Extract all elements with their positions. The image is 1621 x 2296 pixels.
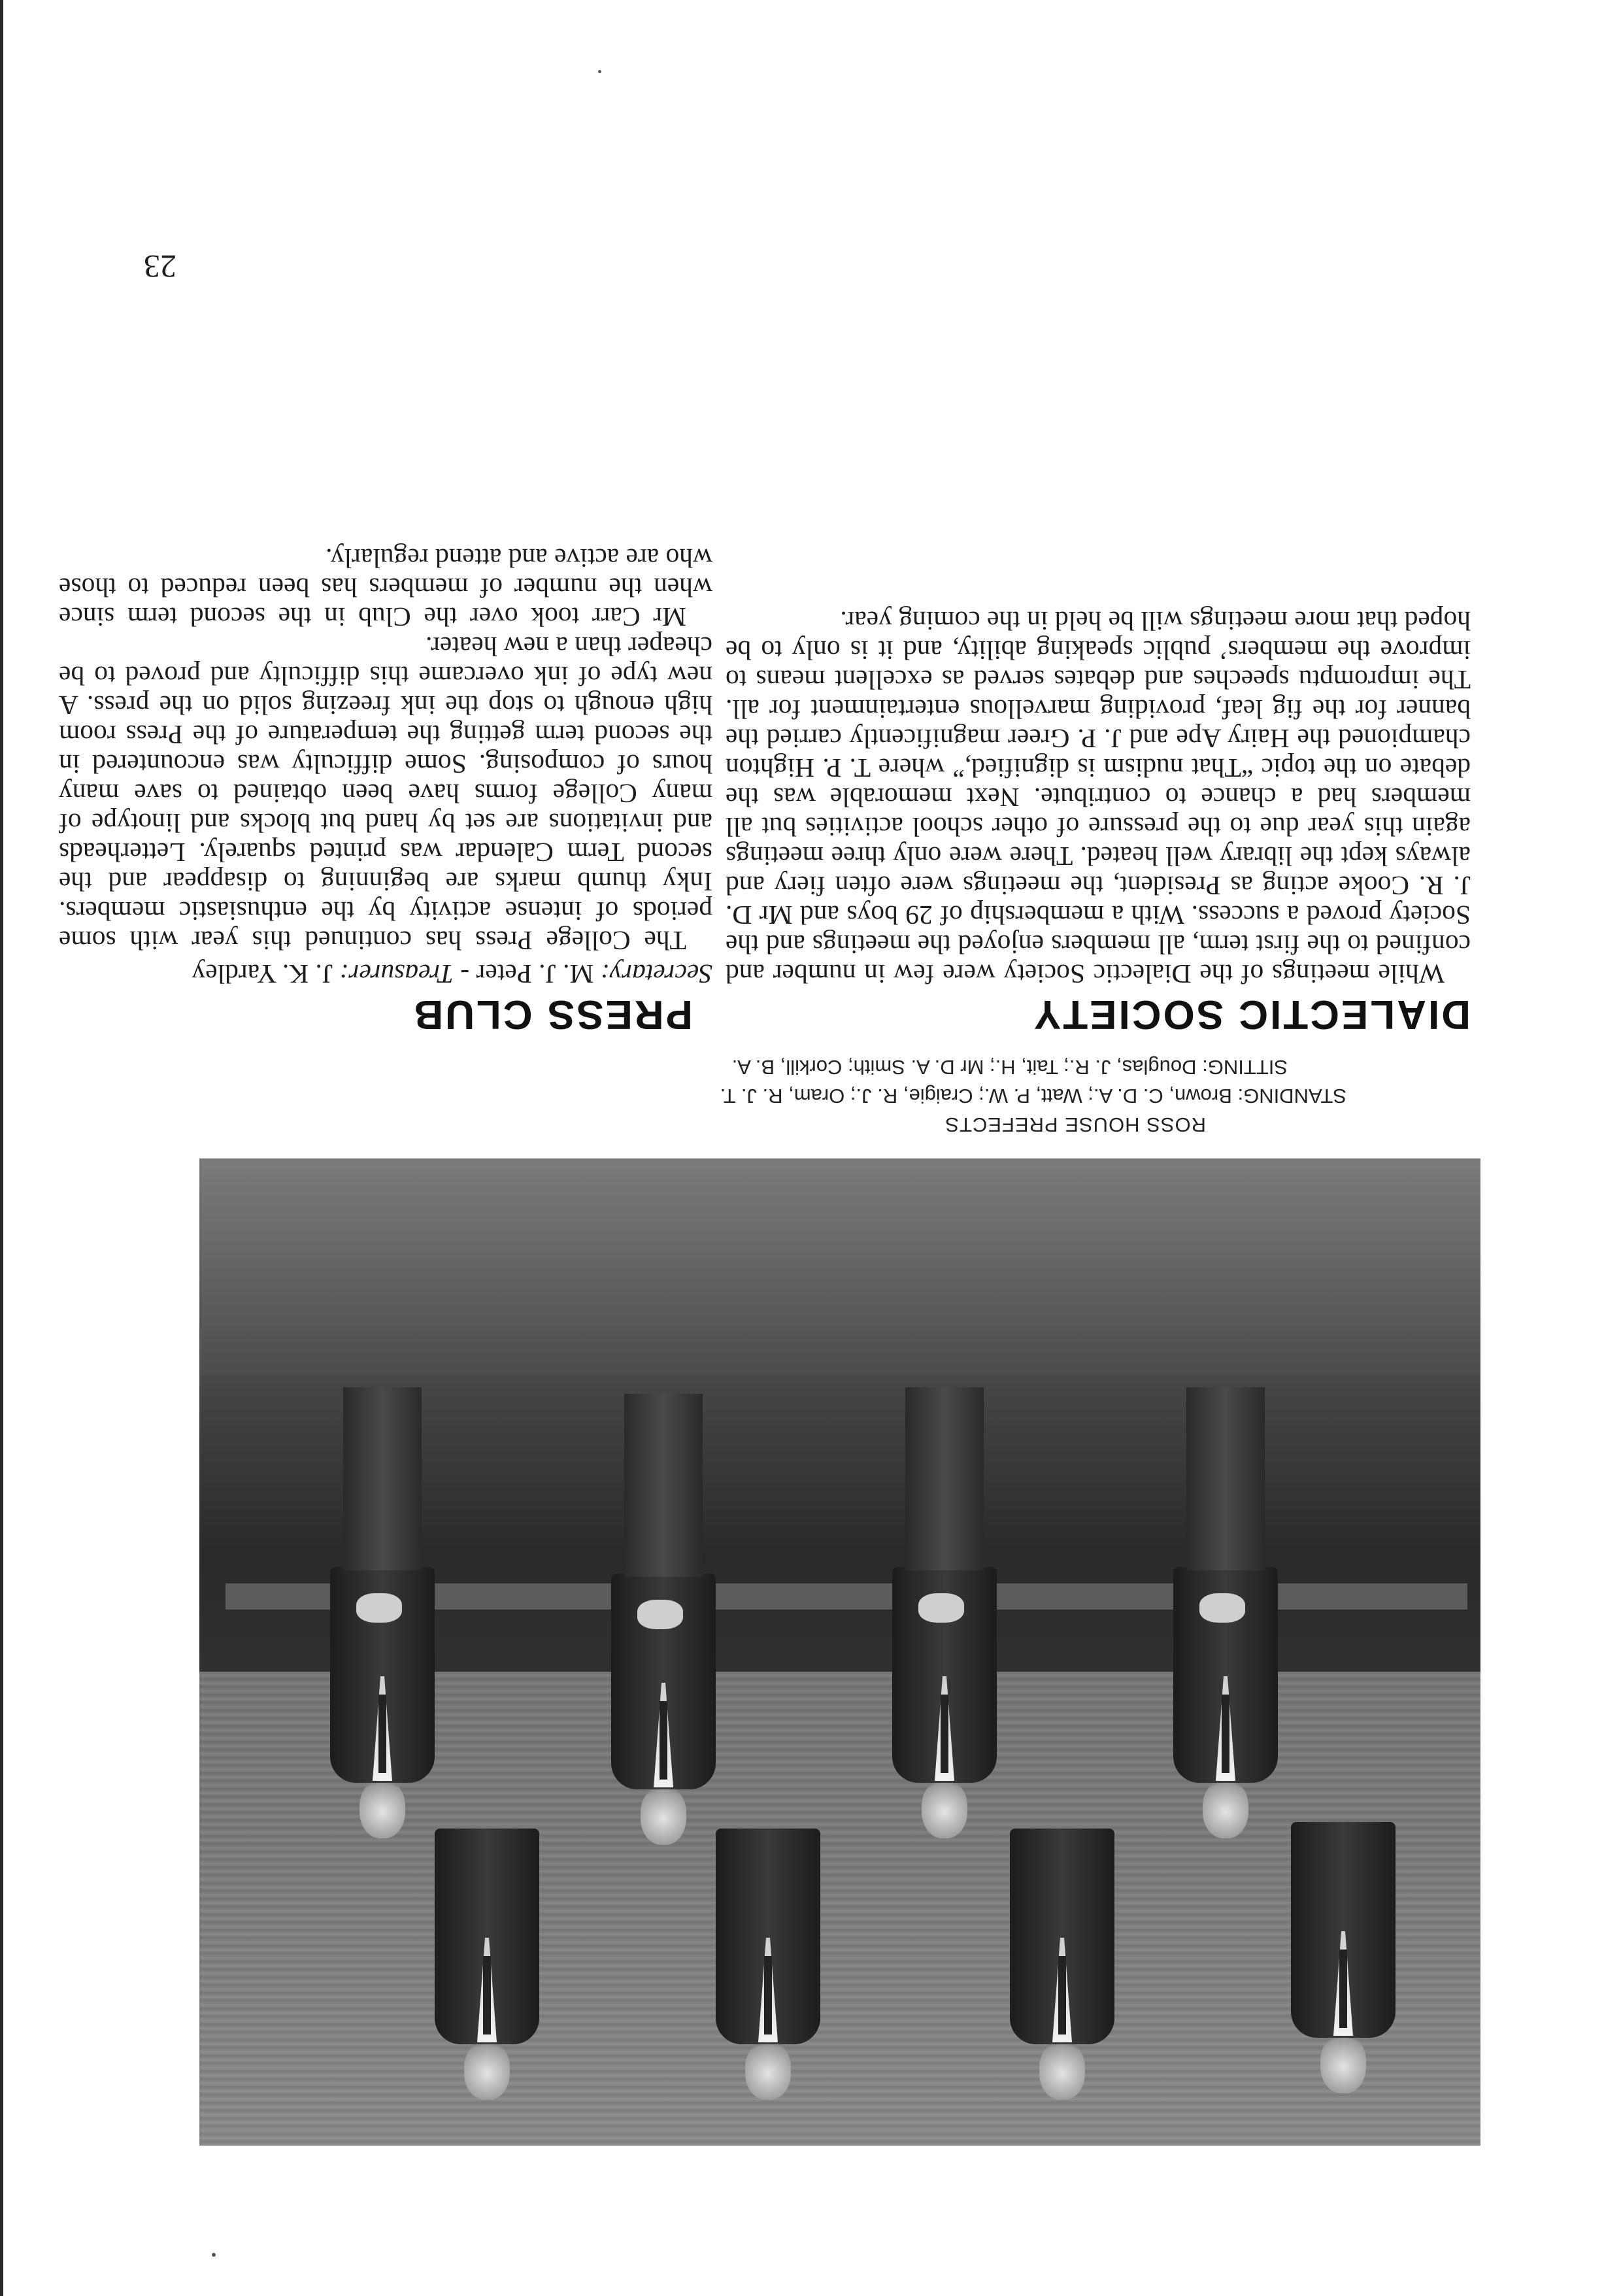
dialectic-society-heading: DIALECTIC SOCIETY [1031,992,1471,1037]
treasurer-label: Treasurer: [339,959,454,989]
secretary-name: M. J. Peter [476,959,594,989]
caption-standing: STANDING: Brown, C. D. A.; Watt, P. W.; Craigie, R. J.; Oram, R. J. T. [720,1085,1346,1107]
group-photograph [199,1158,1480,2146]
page-number: 23 [144,248,176,285]
press-paragraph-1: The College Press has continued this year with some periods of intense activity by the enthusiastic members. Inky thumb marks are beginning to disappear and the second Term Calendar was printed squarely. Letterheads and invitations are set by hand but blocks and linotype of many College forms have been obtained to save many hours of composing. Some difficulty was encountered in the second term getting the temperature of the Press room high enough to stop the ink freezing solid on the press. A new type of ink overcame this difficulty and proved to be cheaper than a new heater. [59,632,712,956]
photo-floor [199,1158,1480,1376]
secretary-label: Secretary: [600,959,712,989]
dust-speck [212,2253,216,2257]
caption-title: ROSS HOUSE PREFECTS [944,1113,1206,1136]
scan-edge-line [0,0,3,2296]
officer-separator: - [460,959,470,989]
photo-caption [431,1053,1346,1139]
caption-sitting: SITTING: Douglas, J. R.; Tait, H.; Mr D. A. Smith; Corkill, B. A. [731,1056,1288,1079]
dust-speck [598,70,601,73]
dialectic-society-column [726,606,1471,988]
treasurer-name: J. K. Yardley [192,959,333,989]
press-club-column [59,543,712,988]
press-paragraph-2: Mr Carr took over the Club in the second term since when the number of members has been reduced to those who are active and attend regularly. [59,543,712,632]
press-club-heading: PRESS CLUB [412,992,693,1037]
dialectic-paragraph: While meetings of the Dialectic Society were few in number and confined to the first term, all members enjoyed the meetings and the Society proved a success. With a membership of 29 boys and Mr D. J. R. Cooke acting as President, the meetings were often fiery and always kept the library well heated. There were only three meetings again this year due to the pressure of other school activities but all members had a chance to contribute. Next memorable was the debate on the topic “That nudism is dignified,” where T. P. Highton championed the Hairy Ape and J. P. Greer magnificently carried the banner for the fig leaf, providing marvellous entertainment for all. The impromptu speeches and debates served as excellent means to improve the members’ public speaking ability, and it is only to be hoped that more meetings will be held in the coming year. [726,606,1471,989]
press-officers [59,959,712,988]
